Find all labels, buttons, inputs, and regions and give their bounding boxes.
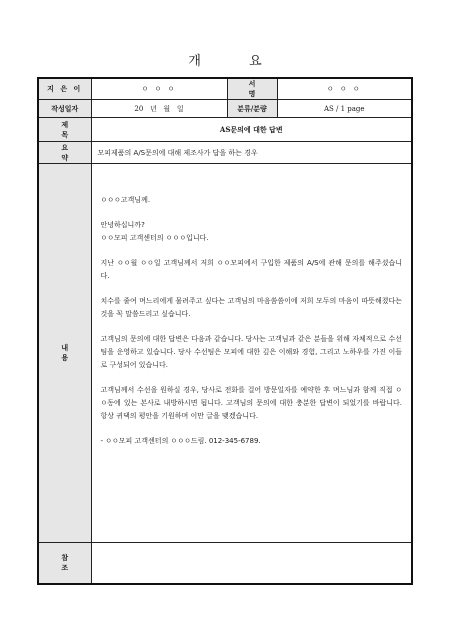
summary-value[interactable]: 모피제품의 A/S문의에 대해 제조사가 답을 하는 경우 [91,142,412,164]
reference-row [38,543,412,584]
category-label: 분류/분량 [227,100,277,118]
document-title: 개 요 [188,54,284,69]
paragraph-3: 고객님의 문의에 대한 답변은 다음과 같습니다. 당사는 고객님과 같은 분들을 위해 자체적으로 수선팀을 운영하고 있습니다. 당사 수선팀은 모피에 대한 깊은 이해와 경험, 그리고 노하우를 가진 이들로 구성되어 있습니다. [100,335,402,369]
content-label: 내 용 [38,164,91,543]
hello-text: 안녕하십니까? [100,221,145,229]
intro-text: ㅇㅇ모피 고객센터의 ㅇㅇㅇ입니다. [100,234,209,242]
subject-label: 제 목 [38,118,91,142]
content-row [38,164,412,543]
greeting-text: ㅇㅇㅇ고객님께. [100,196,151,204]
signature-value[interactable]: ㅇ ㅇ ㅇ [277,78,412,100]
author-label: 지 은 이 [38,78,91,100]
overview-form-table [37,77,413,585]
signature-label: 서 명 [227,78,277,100]
subject-row [38,118,412,142]
reference-value[interactable] [91,543,412,584]
signoff-text: - ㅇㅇ모피 고객센터의 ㅇㅇㅇ드림. 012-345-6789. [100,437,261,445]
content-body[interactable] [91,164,412,543]
subject-value[interactable]: AS문의에 대한 답변 [91,118,412,142]
paragraph-2: 치수를 줄여 며느리에게 물려주고 싶다는 고객님의 마음씀씀이에 저희 모두의 마음이 따뜻해졌다는 것을 꼭 말씀드리고 싶습니다. [100,297,402,318]
author-value[interactable]: ㅇ ㅇ ㅇ [91,78,227,100]
category-value[interactable]: AS / 1 page [277,100,412,118]
date-row [38,100,412,118]
paragraph-1: 지난 ㅇㅇ월 ㅇㅇ일 고객님께서 저희 ㅇㅇ모피에서 구입한 제품의 A/S에 관해 문의를 해주셨습니다. [100,259,402,280]
reference-label: 참 조 [38,543,91,584]
summary-label: 요 약 [38,142,91,164]
author-row [38,78,412,100]
paragraph-4: 고객님께서 수선을 원하실 경우, 당사로 전화를 걸어 방문일자를 예약한 후 며느님과 함께 직접 ㅇㅇ동에 있는 본사로 내방하시면 됩니다. 고객님의 문의에 대한 충분한 답변이 되었기를 바랍니다. 항상 귀댁의 평안을 기원하며 이만 글을 맺겠습니다. [100,386,402,420]
date-label: 작성일자 [38,100,91,118]
summary-row [38,142,412,164]
date-value[interactable]: 20 년 월 일 [91,100,227,118]
